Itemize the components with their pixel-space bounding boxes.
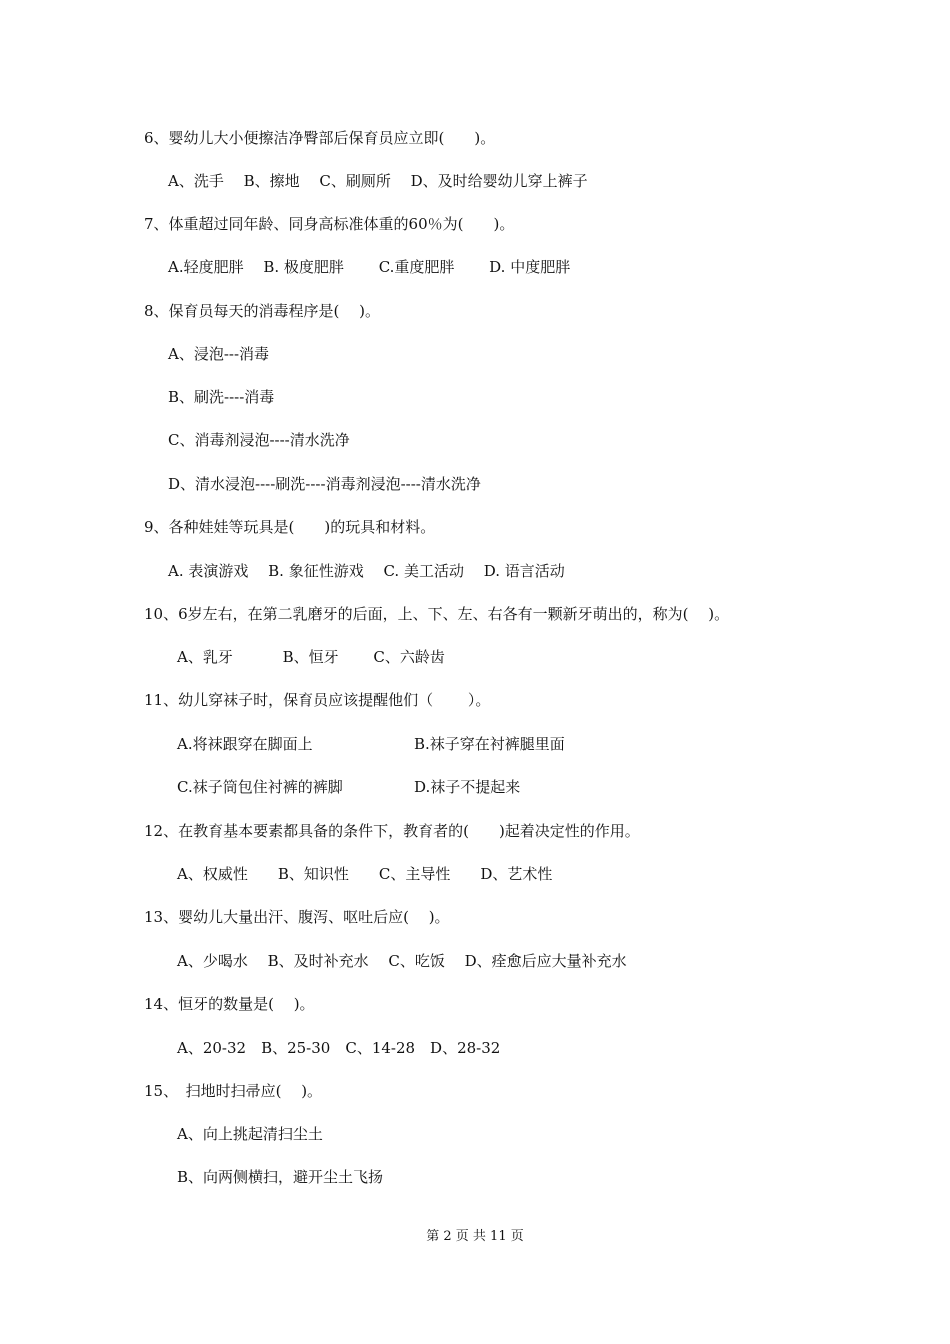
question-11-option-a: A.将袜跟穿在脚面上 (177, 735, 313, 753)
question-8-stem: 8、保育员每天的消毒程序是( )。 (144, 302, 381, 320)
page-footer: 第 2 页 共 11 页 (426, 1229, 524, 1244)
question-6-options: A、洗手 B、擦地 C、刷厕所 D、及时给婴幼儿穿上裤子 (168, 172, 588, 190)
question-10-stem: 10、6岁左右，在第二乳磨牙的后面，上、下、左、右各有一颗新牙萌出的，称为( )。 (144, 605, 730, 623)
question-13-stem: 13、婴幼儿大量出汗、腹泻、呕吐后应( )。 (144, 908, 450, 926)
question-9-stem: 9、各种娃娃等玩具是( )的玩具和材料。 (144, 518, 436, 536)
question-11-option-c: C.袜子筒包住衬裤的裤脚 (177, 778, 343, 796)
question-11-option-d: D.袜子不提起来 (414, 778, 521, 796)
question-11-option-b: B.袜子穿在衬裤腿里面 (414, 735, 565, 753)
question-10-options: A、乳牙 B、恒牙 C、六龄齿 (177, 648, 445, 666)
question-13-options: A、少喝水 B、及时补充水 C、吃饭 D、痊愈后应大量补充水 (177, 952, 627, 970)
question-15-option-b: B、向两侧横扫，避开尘土飞扬 (177, 1168, 384, 1186)
question-11-stem: 11、幼儿穿袜子时，保育员应该提醒他们（ ）。 (144, 691, 491, 709)
question-8-option-b: B、刷洗----消毒 (168, 388, 275, 406)
question-14-stem: 14、恒牙的数量是( )。 (144, 995, 315, 1013)
question-9-options: A. 表演游戏 B. 象征性游戏 C. 美工活动 D. 语言活动 (168, 562, 565, 580)
question-8-option-c: C、消毒剂浸泡----清水洗净 (168, 431, 350, 449)
question-8-option-d: D、清水浸泡----刷洗----消毒剂浸泡----清水洗净 (168, 475, 481, 493)
question-8-option-a: A、浸泡---消毒 (168, 345, 270, 363)
question-7-options: A.轻度肥胖 B. 极度肥胖 C.重度肥胖 D. 中度肥胖 (168, 258, 571, 276)
question-7-stem: 7、体重超过同年龄、同身高标准体重的60％为( )。 (144, 215, 515, 233)
question-12-stem: 12、在教育基本要素都具备的条件下，教育者的( )起着决定性的作用。 (144, 822, 640, 840)
question-12-options: A、权威性 B、知识性 C、主导性 D、艺术性 (177, 865, 553, 883)
question-15-stem: 15、 扫地时扫帚应( )。 (144, 1082, 323, 1100)
question-14-options: A、20-32 B、25-30 C、14-28 D、28-32 (177, 1039, 501, 1057)
question-6-stem: 6、婴幼儿大小便擦洁净臀部后保育员应立即( )。 (144, 129, 496, 147)
question-15-option-a: A、向上挑起清扫尘土 (177, 1125, 323, 1143)
